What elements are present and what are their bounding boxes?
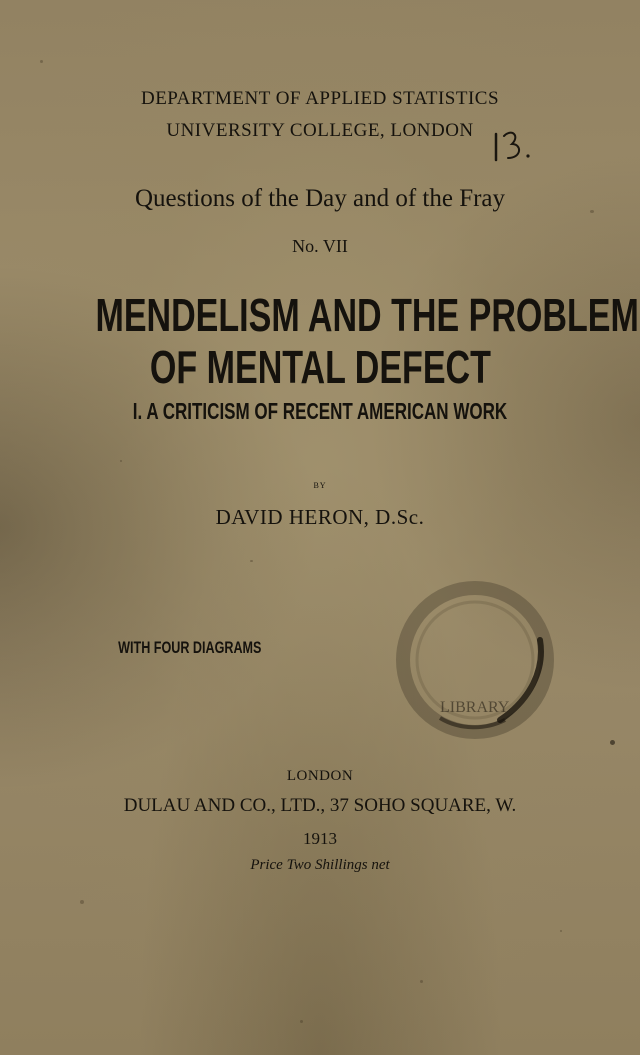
imprint-price: Price Two Shillings net [250, 857, 390, 873]
library-stamp [380, 570, 560, 750]
book-subtitle: I. A CRITICISM OF RECENT AMERICAN WORK [132, 398, 508, 424]
university-heading: UNIVERSITY COLLEGE, LONDON [166, 120, 474, 141]
series-number: No. VII [292, 236, 348, 256]
by-label: BY [313, 481, 327, 490]
author-name: DAVID HERON, D.Sc. [215, 505, 425, 529]
handwritten-shelf-mark [484, 120, 544, 170]
imprint-publisher: DULAU AND CO., LTD., 37 SOHO SQUARE, W. [123, 795, 517, 816]
imprint-city: LONDON [286, 768, 354, 784]
book-title-line-1: MENDELISM AND THE PROBLEM [95, 289, 639, 341]
series-title: Questions of the Day and of the Fray [134, 185, 506, 212]
book-title-line-2: OF MENTAL DEFECT [149, 341, 491, 393]
imprint-year: 1913 [303, 829, 337, 848]
stamp-text: LIBRARY [440, 699, 510, 716]
department-heading: DEPARTMENT OF APPLIED STATISTICS [140, 88, 500, 109]
illustrations-note: WITH FOUR DIAGRAMS [118, 638, 262, 657]
